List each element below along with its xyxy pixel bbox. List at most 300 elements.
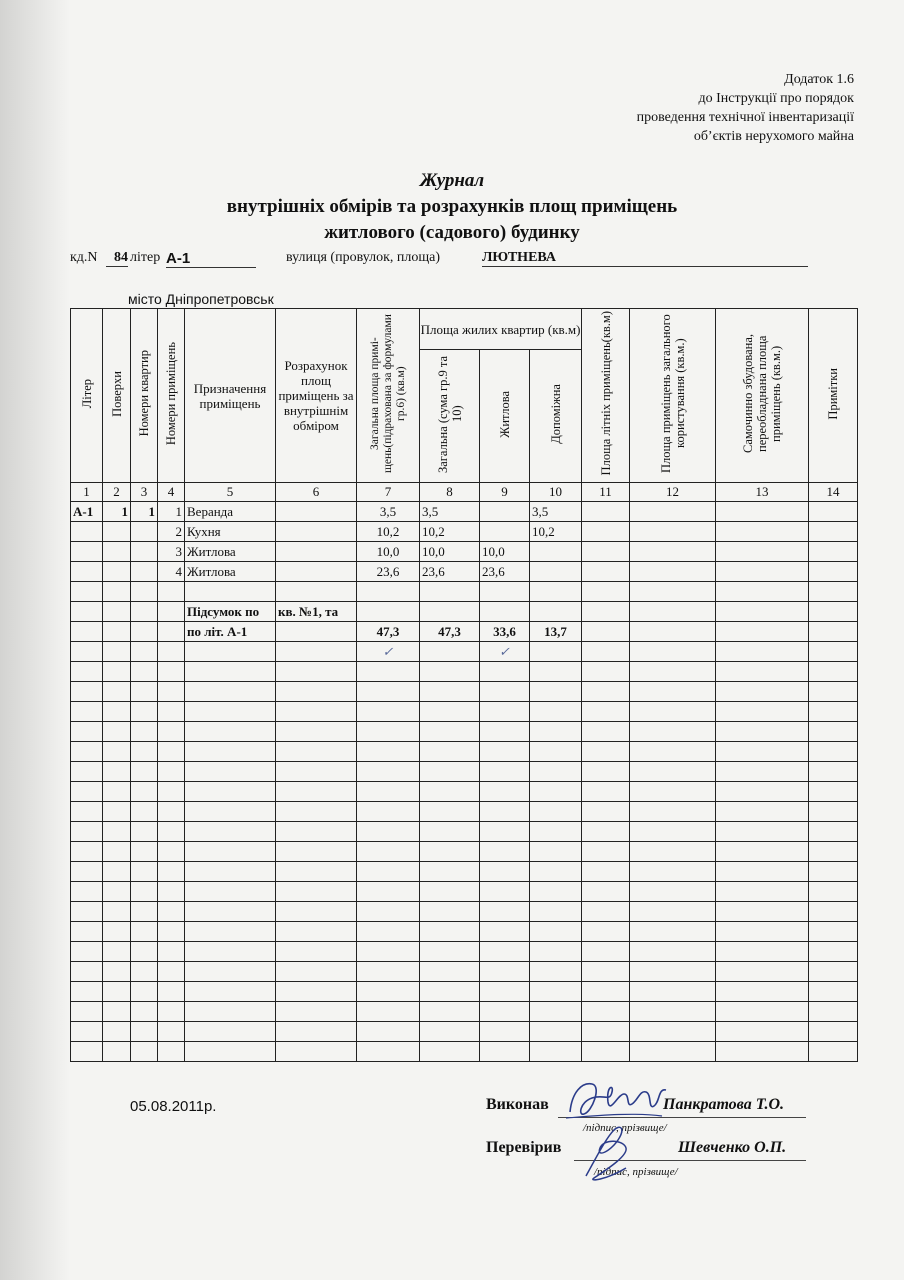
cell-common <box>630 522 716 542</box>
cell-liter <box>71 542 103 562</box>
empty-cell <box>357 962 420 982</box>
empty-cell <box>131 802 158 822</box>
col-number: 10 <box>530 483 582 502</box>
cell-auxiliary: 3,5 <box>530 502 582 522</box>
title-line-3: житлового (садового) будинку <box>324 222 580 243</box>
empty-cell <box>530 1042 582 1062</box>
empty-cell <box>582 662 630 682</box>
empty-cell <box>480 982 530 1002</box>
cell-auxiliary: 10,2 <box>530 522 582 542</box>
empty-cell <box>185 982 276 1002</box>
empty-cell <box>530 922 582 942</box>
empty-cell <box>480 962 530 982</box>
empty-cell <box>420 822 480 842</box>
cell-apartment <box>131 522 158 542</box>
empty-cell <box>357 802 420 822</box>
cell-self-built <box>716 562 809 582</box>
empty-cell <box>630 782 716 802</box>
subtotal-row-2 <box>71 622 858 642</box>
empty-cell <box>131 682 158 702</box>
cell-living: 10,0 <box>480 542 530 562</box>
liter-label: літер <box>130 250 161 265</box>
empty-cell <box>276 842 357 862</box>
col-number: 6 <box>276 483 357 502</box>
empty-cell <box>630 682 716 702</box>
check-row <box>71 642 858 662</box>
empty-cell <box>809 902 858 922</box>
empty-cell <box>582 902 630 922</box>
cell-auxiliary <box>530 562 582 582</box>
appendix-line-1: Додаток 1.6 <box>784 72 854 87</box>
col-number: 11 <box>582 483 630 502</box>
empty-cell <box>809 782 858 802</box>
empty-cell <box>158 882 185 902</box>
cell-auxiliary <box>530 542 582 562</box>
empty-cell <box>582 802 630 822</box>
col-self-built-header: Самочинно збудована, переобладнана площа приміщень (кв.м.) <box>716 309 809 483</box>
empty-cell <box>480 782 530 802</box>
executed-name: Панкратова Т.О. <box>663 1096 785 1113</box>
col-total-area-header: Загальна площа примі-щень(підрахована за формулами гр.6) (кв.м) <box>357 309 420 483</box>
empty-cell <box>103 1022 131 1042</box>
executed-label: Виконав <box>486 1096 549 1113</box>
empty-cell <box>103 782 131 802</box>
col-total-sum-header: Загальна (сума гр.9 та 10) <box>420 350 480 483</box>
cell-floor <box>103 562 131 582</box>
empty-cell <box>103 902 131 922</box>
empty-cell <box>582 882 630 902</box>
appendix-line-4: об’єктів нерухомого майна <box>693 129 854 144</box>
empty-cell <box>630 1002 716 1022</box>
col-living-header: Житлова <box>480 350 530 483</box>
empty-cell <box>582 722 630 742</box>
cell-living <box>480 502 530 522</box>
cell-total-area: 23,6 <box>357 562 420 582</box>
cell-calculation <box>276 522 357 542</box>
empty-cell <box>480 682 530 702</box>
empty-cell <box>71 1002 103 1022</box>
cell-purpose: Житлова <box>185 562 276 582</box>
empty-cell <box>131 762 158 782</box>
empty-cell <box>276 962 357 982</box>
col-notes-header: Примітки <box>809 309 858 483</box>
empty-cell <box>276 822 357 842</box>
empty-cell <box>103 662 131 682</box>
empty-cell <box>71 782 103 802</box>
empty-cell <box>630 962 716 982</box>
empty-cell <box>357 662 420 682</box>
table-row <box>71 922 858 942</box>
cell-total-area: 10,0 <box>357 542 420 562</box>
empty-cell <box>530 842 582 862</box>
cell-notes <box>809 542 858 562</box>
empty-cell <box>582 1042 630 1062</box>
empty-cell <box>103 882 131 902</box>
empty-cell <box>131 1022 158 1042</box>
empty-cell <box>276 802 357 822</box>
empty-cell <box>582 842 630 862</box>
empty-cell <box>71 922 103 942</box>
cell-floor <box>103 542 131 562</box>
cell-notes <box>809 562 858 582</box>
empty-cell <box>357 922 420 942</box>
empty-cell <box>530 1002 582 1022</box>
empty-cell <box>158 802 185 822</box>
cell-floor: 1 <box>103 502 131 522</box>
empty-cell <box>420 982 480 1002</box>
empty-cell <box>71 742 103 762</box>
empty-cell <box>630 982 716 1002</box>
empty-cell <box>530 782 582 802</box>
empty-cell <box>131 662 158 682</box>
empty-cell <box>630 802 716 822</box>
cell-summer <box>582 562 630 582</box>
cell-total-sum: 3,5 <box>420 502 480 522</box>
empty-cell <box>185 842 276 862</box>
col-liter-header: Літер <box>71 309 103 483</box>
empty-cell <box>420 1002 480 1022</box>
empty-cell <box>582 782 630 802</box>
empty-cell <box>276 762 357 782</box>
table-row <box>71 822 858 842</box>
empty-cell <box>716 702 809 722</box>
cell-floor <box>103 522 131 542</box>
empty-cell <box>158 682 185 702</box>
empty-cell <box>185 782 276 802</box>
table-row <box>71 1022 858 1042</box>
empty-cell <box>185 1002 276 1022</box>
empty-cell <box>71 902 103 922</box>
empty-cell <box>103 842 131 862</box>
empty-cell <box>716 742 809 762</box>
empty-cell <box>158 742 185 762</box>
empty-cell <box>420 962 480 982</box>
empty-cell <box>71 662 103 682</box>
empty-cell <box>630 722 716 742</box>
empty-cell <box>131 822 158 842</box>
empty-cell <box>420 1042 480 1062</box>
empty-cell <box>71 882 103 902</box>
empty-cell <box>480 722 530 742</box>
table-row <box>71 562 858 582</box>
empty-cell <box>357 702 420 722</box>
empty-cell <box>716 682 809 702</box>
empty-cell <box>530 722 582 742</box>
appendix-line-3: проведення технічної інвентаризації <box>636 110 854 125</box>
cell-total-sum: 10,2 <box>420 522 480 542</box>
empty-cell <box>131 982 158 1002</box>
street-label: вулиця (провулок, площа) <box>286 250 441 265</box>
empty-cell <box>158 722 185 742</box>
col-number: 5 <box>185 483 276 502</box>
empty-cell <box>131 782 158 802</box>
subtotal-label-2: кв. №1, та <box>276 602 357 622</box>
empty-cell <box>158 1002 185 1022</box>
empty-cell <box>530 682 582 702</box>
empty-cell <box>185 682 276 702</box>
table-row <box>71 542 858 562</box>
empty-cell <box>582 922 630 942</box>
document-date: 05.08.2011р. <box>130 1098 217 1115</box>
table-row <box>71 962 858 982</box>
empty-cell <box>276 882 357 902</box>
empty-cell <box>420 1022 480 1042</box>
table-row <box>71 742 858 762</box>
empty-cell <box>158 962 185 982</box>
appendix-line-2: до Інструкції про порядок <box>698 91 854 106</box>
empty-cell <box>716 1022 809 1042</box>
empty-cell <box>185 702 276 722</box>
empty-cell <box>420 682 480 702</box>
cell-room: 4 <box>158 562 185 582</box>
empty-rows <box>71 662 858 1062</box>
empty-cell <box>582 962 630 982</box>
empty-cell <box>357 942 420 962</box>
empty-cell <box>530 942 582 962</box>
empty-cell <box>158 922 185 942</box>
subtotal-label-3: по літ. А-1 <box>185 622 276 642</box>
cell-purpose: Веранда <box>185 502 276 522</box>
subtotal-sum: 47,3 <box>420 622 480 642</box>
cell-self-built <box>716 522 809 542</box>
empty-cell <box>716 922 809 942</box>
empty-cell <box>185 762 276 782</box>
empty-cell <box>420 802 480 822</box>
table-row <box>71 942 858 962</box>
empty-cell <box>809 1002 858 1022</box>
empty-cell <box>103 762 131 782</box>
cell-common <box>630 502 716 522</box>
empty-cell <box>131 1042 158 1062</box>
cell-room: 3 <box>158 542 185 562</box>
checked-caption: /підпис, прізвище/ <box>594 1166 678 1178</box>
table-row <box>71 782 858 802</box>
empty-cell <box>276 922 357 942</box>
empty-cell <box>630 742 716 762</box>
empty-cell <box>716 942 809 962</box>
empty-cell <box>158 782 185 802</box>
empty-cell <box>103 942 131 962</box>
empty-cell <box>530 962 582 982</box>
empty-cell <box>131 882 158 902</box>
empty-cell <box>420 862 480 882</box>
empty-cell <box>103 822 131 842</box>
empty-cell <box>71 942 103 962</box>
empty-cell <box>716 722 809 742</box>
table-row <box>71 1002 858 1022</box>
empty-cell <box>582 682 630 702</box>
cell-liter: А-1 <box>71 502 103 522</box>
empty-cell <box>480 702 530 722</box>
empty-cell <box>71 842 103 862</box>
empty-cell <box>530 1022 582 1042</box>
empty-cell <box>357 1042 420 1062</box>
empty-cell <box>103 702 131 722</box>
city: місто Дніпропетровськ <box>128 291 274 307</box>
empty-cell <box>276 1042 357 1062</box>
table-row <box>71 762 858 782</box>
empty-cell <box>276 982 357 1002</box>
empty-cell <box>276 702 357 722</box>
empty-cell <box>630 922 716 942</box>
cell-total-sum: 10,0 <box>420 542 480 562</box>
empty-cell <box>71 862 103 882</box>
empty-cell <box>185 822 276 842</box>
header-row-1 <box>71 309 858 350</box>
cell-room: 2 <box>158 522 185 542</box>
empty-cell <box>357 822 420 842</box>
empty-cell <box>103 922 131 942</box>
empty-cell <box>480 922 530 942</box>
empty-cell <box>158 822 185 842</box>
empty-cell <box>185 962 276 982</box>
empty-cell <box>716 902 809 922</box>
empty-cell <box>420 722 480 742</box>
table-row <box>71 662 858 682</box>
empty-cell <box>131 902 158 922</box>
ref-number: 84 <box>106 250 128 267</box>
empty-cell <box>276 1022 357 1042</box>
empty-cell <box>809 662 858 682</box>
empty-cell <box>276 662 357 682</box>
empty-cell <box>276 722 357 742</box>
table-row <box>71 582 858 602</box>
col-number: 13 <box>716 483 809 502</box>
empty-cell <box>103 802 131 822</box>
executed-caption: /підпис, прізвище/ <box>583 1122 667 1134</box>
table-row <box>71 842 858 862</box>
empty-cell <box>131 922 158 942</box>
empty-cell <box>185 922 276 942</box>
empty-cell <box>530 662 582 682</box>
empty-cell <box>582 942 630 962</box>
empty-cell <box>582 862 630 882</box>
empty-cell <box>480 862 530 882</box>
empty-cell <box>185 1022 276 1042</box>
cell-liter <box>71 522 103 542</box>
empty-cell <box>630 902 716 922</box>
empty-cell <box>582 822 630 842</box>
empty-cell <box>276 1002 357 1022</box>
empty-cell <box>809 882 858 902</box>
col-number: 14 <box>809 483 858 502</box>
empty-cell <box>480 842 530 862</box>
table-row <box>71 882 858 902</box>
empty-cell <box>71 982 103 1002</box>
empty-cell <box>420 762 480 782</box>
ref-label: кд.N <box>70 250 98 265</box>
empty-cell <box>357 1022 420 1042</box>
document-title <box>0 168 904 246</box>
col-number: 3 <box>131 483 158 502</box>
empty-cell <box>530 902 582 922</box>
empty-cell <box>716 802 809 822</box>
empty-cell <box>716 962 809 982</box>
empty-cell <box>276 902 357 922</box>
table-row <box>71 522 858 542</box>
empty-cell <box>716 822 809 842</box>
empty-cell <box>716 982 809 1002</box>
empty-cell <box>357 782 420 802</box>
check-mark: ✓ <box>357 642 420 662</box>
col-purpose-header: Призначення приміщень <box>185 309 276 483</box>
col-calculation-header: Розрахунок площ приміщень за внутрішнім обміром <box>276 309 357 483</box>
empty-cell <box>71 822 103 842</box>
empty-cell <box>103 962 131 982</box>
empty-cell <box>158 982 185 1002</box>
empty-cell <box>716 762 809 782</box>
cell-calculation <box>276 542 357 562</box>
col-floors-header: Поверхи <box>103 309 131 483</box>
checked-name: Шевченко О.П. <box>678 1139 787 1156</box>
empty-cell <box>158 1042 185 1062</box>
empty-cell <box>357 762 420 782</box>
empty-cell <box>158 702 185 722</box>
empty-cell <box>103 682 131 702</box>
empty-cell <box>420 662 480 682</box>
cell-calculation <box>276 562 357 582</box>
col-number: 9 <box>480 483 530 502</box>
empty-cell <box>420 782 480 802</box>
empty-cell <box>809 762 858 782</box>
empty-cell <box>582 982 630 1002</box>
col-number: 7 <box>357 483 420 502</box>
empty-cell <box>480 762 530 782</box>
empty-cell <box>131 942 158 962</box>
empty-cell <box>71 702 103 722</box>
empty-cell <box>480 662 530 682</box>
empty-cell <box>630 762 716 782</box>
table-row <box>71 722 858 742</box>
cell-purpose: Житлова <box>185 542 276 562</box>
title-line-2: внутрішніх обмірів та розрахунків площ приміщень <box>226 196 678 217</box>
empty-cell <box>185 722 276 742</box>
empty-cell <box>582 1022 630 1042</box>
col-number: 1 <box>71 483 103 502</box>
empty-cell <box>71 1022 103 1042</box>
title-journal: Журнал <box>419 170 485 191</box>
empty-cell <box>276 942 357 962</box>
empty-cell <box>131 702 158 722</box>
journal-table <box>70 308 858 1062</box>
cell-purpose: Кухня <box>185 522 276 542</box>
table-row <box>71 1042 858 1062</box>
empty-cell <box>480 822 530 842</box>
empty-cell <box>71 722 103 742</box>
empty-cell <box>131 722 158 742</box>
cell-total-area: 3,5 <box>357 502 420 522</box>
empty-cell <box>809 1042 858 1062</box>
empty-cell <box>716 862 809 882</box>
cell-apartment: 1 <box>131 502 158 522</box>
empty-cell <box>185 882 276 902</box>
empty-cell <box>185 942 276 962</box>
empty-cell <box>716 842 809 862</box>
cell-total-sum: 23,6 <box>420 562 480 582</box>
empty-cell <box>185 662 276 682</box>
empty-cell <box>809 822 858 842</box>
empty-cell <box>131 742 158 762</box>
empty-cell <box>158 902 185 922</box>
empty-cell <box>185 1042 276 1062</box>
empty-cell <box>420 902 480 922</box>
empty-cell <box>530 702 582 722</box>
empty-cell <box>480 1002 530 1022</box>
empty-cell <box>582 702 630 722</box>
empty-cell <box>357 722 420 742</box>
empty-cell <box>809 842 858 862</box>
empty-cell <box>185 802 276 822</box>
